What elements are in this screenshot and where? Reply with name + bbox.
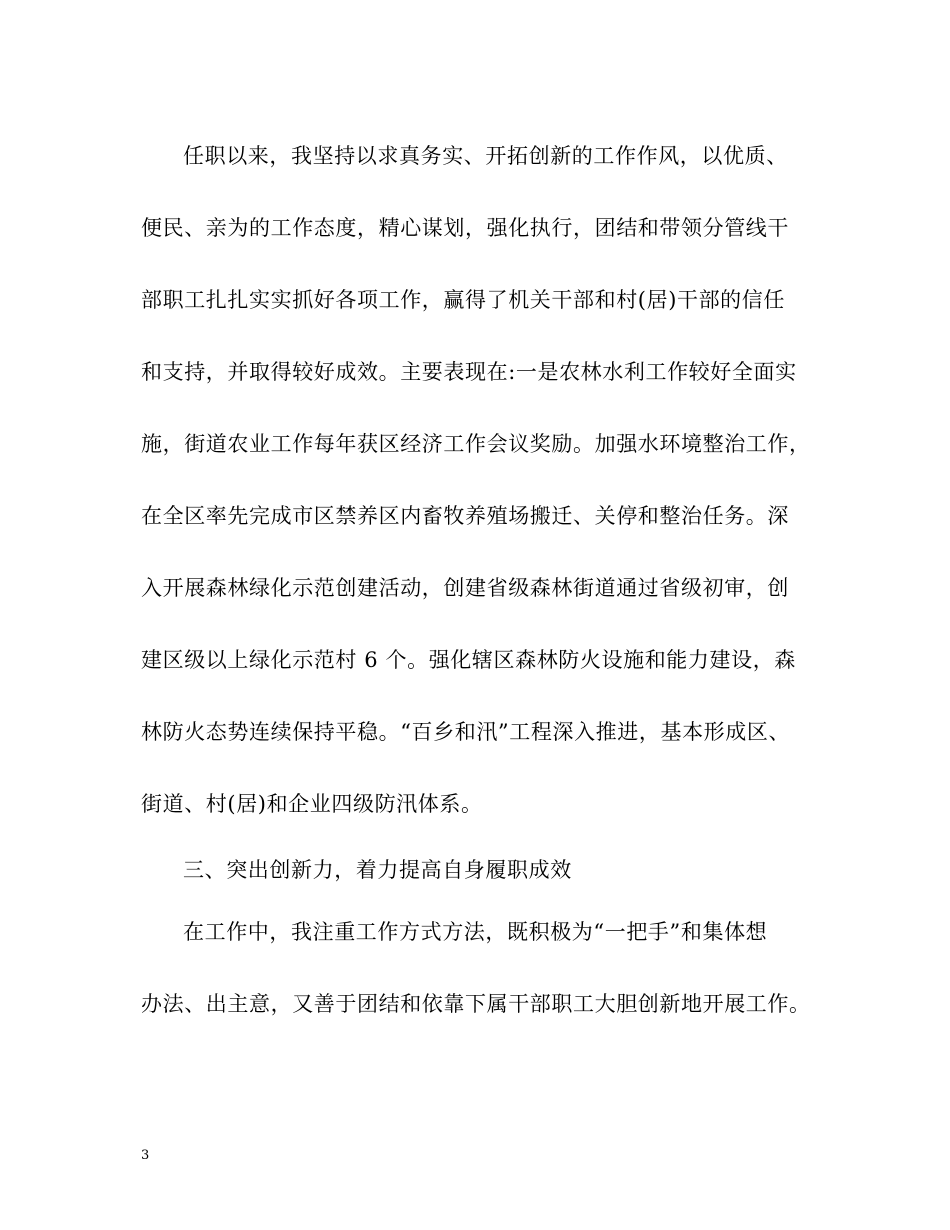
paragraph-line: 便民、亲为的工作态度，精心谋划，强化执行，团结和带领分管线干 (141, 216, 789, 240)
paragraph-line: 任职以来，我坚持以求真务实、开拓创新的工作作风，以优质、 (183, 144, 788, 168)
paragraph-line: 街道、村(居)和企业四级防汛体系。 (141, 792, 483, 816)
paragraph-line: 办法、出主意，又善于团结和依靠下属干部职工大胆创新地开展工作。 (141, 992, 811, 1016)
section-heading: 三、突出创新力，着力提高自身履职成效 (183, 858, 572, 882)
paragraph-line: 在全区率先完成市区禁养区内畜牧养殖场搬迁、关停和整治任务。深 (141, 504, 789, 528)
paragraph-line: 建区级以上绿化示范村 6 个。强化辖区森林防火设施和能力建设，森 (141, 648, 796, 672)
paragraph-line: 在工作中，我注重工作方式方法，既积极为“一把手”和集体想 (183, 920, 768, 944)
paragraph-line: 入开展森林绿化示范创建活动，创建省级森林街道通过省级初审，创 (141, 576, 789, 600)
page-number: 3 (141, 1148, 150, 1163)
paragraph-line: 部职工扎扎实实抓好各项工作，赢得了机关干部和村(居)干部的信任 (141, 288, 785, 312)
paragraph-line: 施，街道农业工作每年获区经济工作会议奖励。加强水环境整治工作， (141, 432, 811, 456)
paragraph-line: 林防火态势连续保持平稳。“百乡和汛”工程深入推进，基本形成区、 (141, 720, 791, 744)
paragraph-line: 和支持，并取得较好成效。主要表现在:一是农林水利工作较好全面实 (141, 360, 797, 384)
